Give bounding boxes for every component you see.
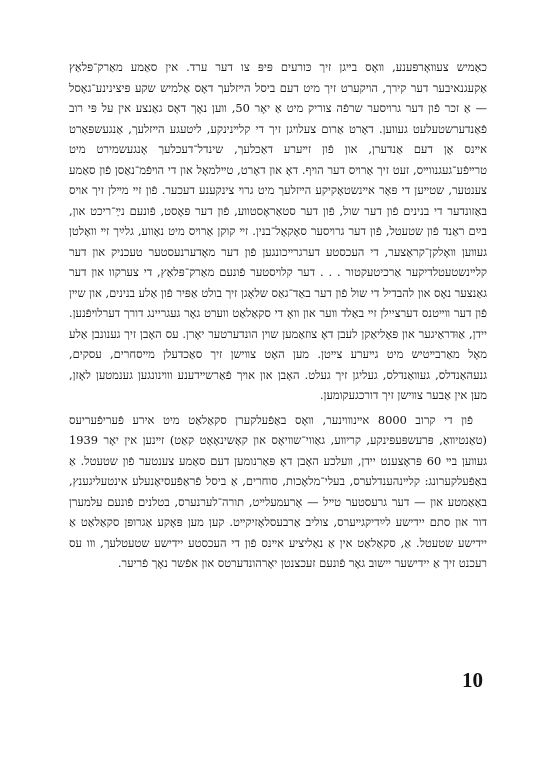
document-page bbox=[69, 57, 487, 574]
page-number: 10 bbox=[462, 668, 483, 692]
body-paragraph: פֿון די קרוב 8000 אײנװױנער, װאָס באַפֿעלקערן סקאַלאַט מיט אירע פֿעריפֿעריעס (טאַנטיװאַ, פּרעשפּעפּינקע, קריװע, גאַווי־שװיאָס און קאָשינאָאָט קאַט) זײנען אין יאָר 1939 געװען בײ 60 פּראָצענט יידן, װעלכע האָבן דאָ פּאַרנומען דעם סאַמע צענטער פֿון שטעטל. אַ באַפֿעלקערונג: קלײנהענדלערס, בעלי־מלאָכות, סוחרים, אַ ביסל פֿראַפֿעסיאָנעלע אינטעליגענץ, באַאַמטע און — דער גרעסטער טײל — אָרעמעלײט, תורה־לערנערס, בטלנים פֿונעם עלמערן דור און סתם יידישע לײַדיקגײערס, צוליב אַרבעסלאָזיקײט. קען מען פּאָקע אַגרופּן סקאַלאַט אַ יידישע שטעטל. אַ, סקאַלאַט אין אַ נאַליציע אײנס פֿון די העכסטע יידישע שטעטלעך, װו עס רעכנט זיך אַ יידישער יישוב גאָר פֿונעם זעכצנטן יאָרהונדערטס און אפֿשר נאָך פֿריער. bbox=[69, 412, 487, 570]
body-paragraph: כאַמיש צעװאָרפּענע, װאָס בײגן זיך כּורעים פּיפּ צו דער ערד. אין סאַמע מאַרק־פּלאַץ אַקעגנאיבער דער קירך, הױקערט זיך מיט דעם ביסל הײזלעך דאָס אַלמיש שקע פּיצינינע־גאָסל — אַ זכר פֿון דער גרױסער שרפֿה צוריק מיט אַ יאָר 50, װען נאָך דאָס גאַנצע אין על פּי רוב פֿאַנדערשטעלעט געװען. דאָרט אַרום צעלױגן זיך די קלײנינקע, ליטעגע הײזלעך, אַנגעשפּאַרט אײנס אָן דעם אַנדערן, און פֿון זײערע דאַכלעך, שינדל־דעכלעך אָנגעשמירט מיט טרײפֿע־געגנווײס, זעט זיך אַרױס דער הױף. דאָ און דאָרט, טײלמאָל און די הױפֿמ־נאַסן פֿון סאַמע צענטער, שטײען די פּאָר אײנשטאָקיקע הײזלעך מיט גרױ צינקענע דעכער. פֿון זײ מײלן זיך אױס באַזונדער די בנינים פֿון דער שול, פֿון דער סטאַראָסטװע, פֿון דער פּאָסט, פֿונעם נײַ־ריכט און, בײַם ראַנד פֿון שטעטל, פֿון דער גרױסער סאָקאָל־בנין. זײ קוקן אַרױס מיט נאָװע, גלײַך זײ װאָלטן געװען װאָלקן־קראַצער, די העכסטע דערגרײכונגען פֿון דער מאָדערנעסטער טעכניק און דער קלײנשטעטלדיקער אַרכיטעקטור . . . דער קלױסטער פֿונעם מאַרק־פּלאַץ, די צערקוו און דער גאַנצער נאָס און להבדיל די שול פֿון דער באַד־גאַס שלאָגן זיך בולט אַפּיר פֿון אַלע בנינים, און שײן פֿון דער װײטנס דערציילן זײ באַלד װער און װאָ די סקאַלאַט װערט גאָר געגריינג דורך דערלױפֿנען. יידן, אַוּדראַיגער און פּאָליאַקן לעבן דאָ צוזאַמען שױן הונדערטער יאָרן. עס האָבן זיך גענונבן אַלע מאָל מאַרבײטיש מיט גײערע צײטן. מען האָט צװישן זיך סאַכדעלן מײסחרים, עסקים, גנעהאַנדלס, געװאַנדלס, געליגן זיך געלט. האָבן און אױך פֿאַרשײדענע װױנונגען גענמטען לאָזן, מען אין אַבער צװישן זיך דורכגעקומען. bbox=[69, 60, 487, 402]
